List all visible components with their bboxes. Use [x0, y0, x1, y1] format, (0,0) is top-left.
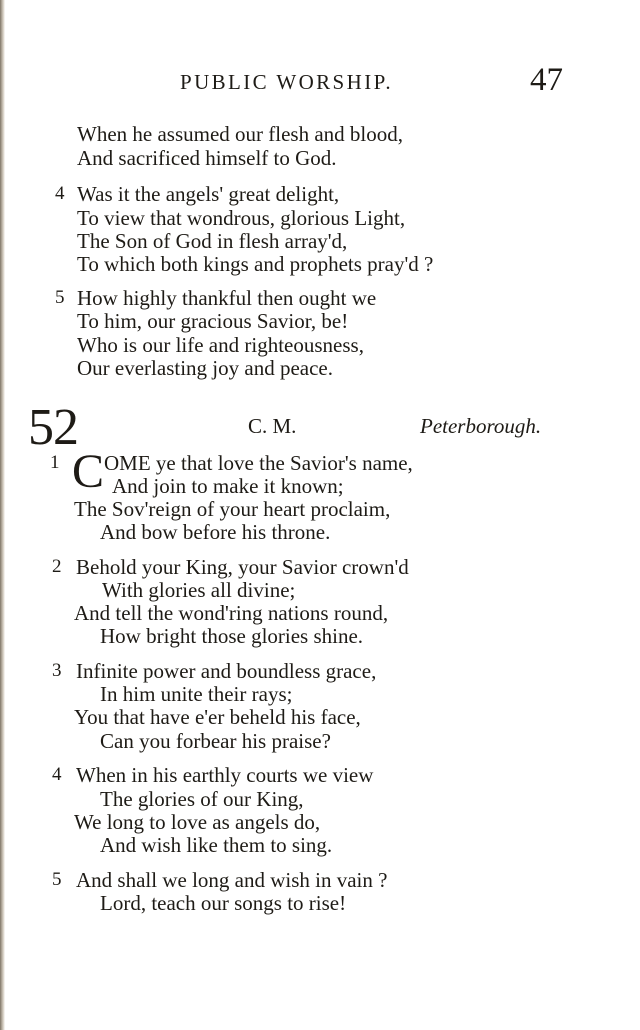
tune-name: Peterborough. — [420, 414, 542, 438]
running-head: PUBLIC WORSHIP. — [180, 70, 393, 94]
verse-number: 1 — [50, 452, 60, 473]
verse-line: You that have e'er beheld his face, — [74, 705, 361, 729]
verse-line: And wish like them to sing. — [100, 833, 333, 857]
verse-line: And tell the wond'ring nations round, — [74, 601, 389, 625]
verse-line: And shall we long and wish in vain ? — [76, 868, 388, 892]
verse-line: Lord, teach our songs to rise! — [100, 891, 347, 915]
hymn-meter: C. M. — [248, 414, 297, 438]
verse-line: And sacrificed himself to God. — [77, 146, 337, 170]
verse-number: 3 — [52, 660, 62, 681]
verse-line: In him unite their rays; — [100, 682, 293, 706]
page-header — [0, 62, 640, 102]
verse-line: The glories of our King, — [100, 787, 304, 811]
drop-cap: C — [72, 445, 105, 498]
verse-line: The Sov'reign of your heart proclaim, — [74, 497, 391, 521]
verse-number: 2 — [52, 556, 62, 577]
verse-line: And bow before his throne. — [100, 520, 331, 544]
hymn-number: 52 — [28, 399, 78, 456]
verse-line: Can you forbear his praise? — [100, 729, 331, 753]
verse-line: We long to love as angels do, — [74, 810, 321, 834]
verse-number: 5 — [52, 869, 62, 890]
page-binding-edge — [0, 0, 5, 1030]
verse-line: When he assumed our flesh and blood, — [77, 122, 404, 146]
verse-line: Infinite power and boundless grace, — [76, 659, 377, 683]
verse-line: To which both kings and prophets pray'd ? — [77, 252, 434, 276]
verse-line: The Son of God in flesh array'd, — [77, 229, 348, 253]
verse-line: Was it the angels' great delight, — [77, 182, 340, 206]
verse-line: Our everlasting joy and peace. — [77, 356, 333, 380]
verse-line: When in his earthly courts we view — [76, 763, 374, 787]
verse-line: Behold your King, your Savior crown'd — [76, 555, 409, 579]
verse-number: 4 — [55, 183, 65, 204]
verse-number: 5 — [55, 287, 65, 308]
verse-number: 4 — [52, 764, 62, 785]
verse-line: How bright those glories shine. — [100, 624, 364, 648]
page-number: 47 — [530, 62, 563, 98]
verse-line: To view that wondrous, glorious Light, — [77, 206, 406, 230]
verse-line: And join to make it known; — [112, 474, 344, 498]
verse-line: With glories all divine; — [102, 578, 296, 602]
verse-line: OME ye that love the Savior's name, — [104, 451, 413, 475]
verse-line: To him, our gracious Savior, be! — [77, 309, 349, 333]
verse-line: Who is our life and righteousness, — [77, 333, 364, 357]
verse-line: How highly thankful then ought we — [77, 286, 377, 310]
